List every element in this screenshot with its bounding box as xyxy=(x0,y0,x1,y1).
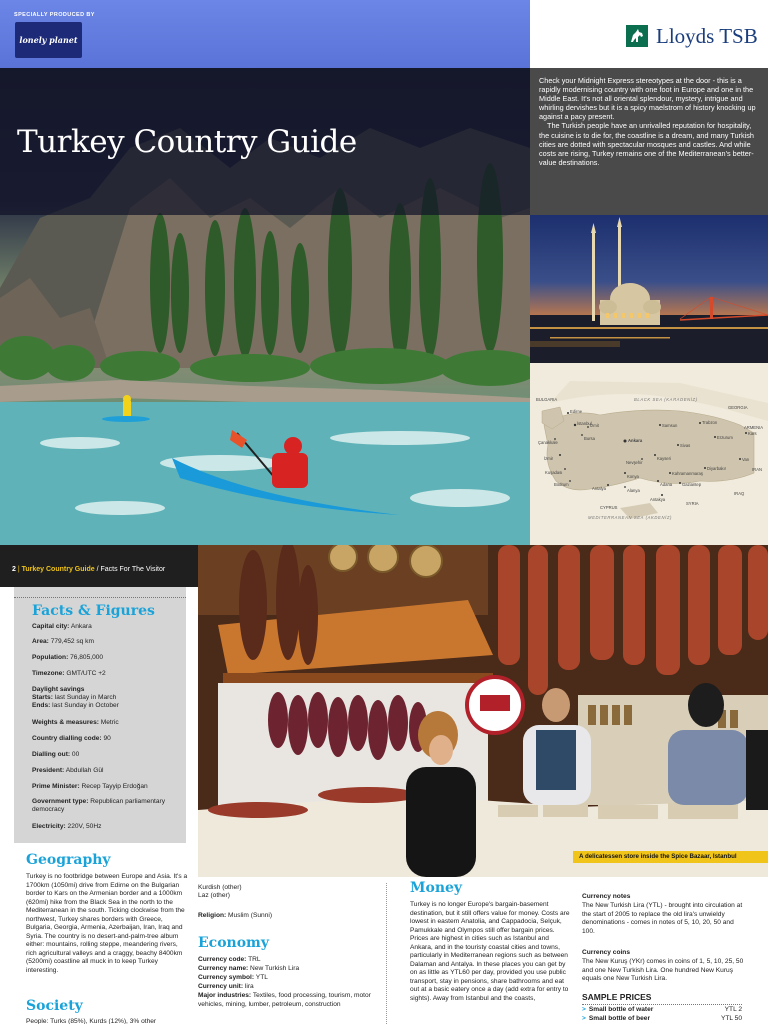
map-city-8: Ankara xyxy=(628,438,643,443)
map-city-4: Çanakkale xyxy=(538,440,558,445)
fact-electricity: Electricity: 220V, 50Hz xyxy=(32,823,102,830)
lonely-planet-logo[interactable] xyxy=(15,22,82,58)
society-kurdish: Kurdish (other) xyxy=(198,884,242,891)
map-city-13: Alanya xyxy=(627,488,640,493)
map-city-10: Nevşehir xyxy=(626,460,643,465)
page-number: 2 xyxy=(12,566,16,573)
mosque-bridge-illustration xyxy=(530,215,768,363)
map-city-23: Samsun xyxy=(662,423,678,428)
map-city-19: Diyarbakır xyxy=(707,466,727,471)
map-city-1: İstanbul xyxy=(577,421,592,426)
economy-currency-code: Currency code: TRL xyxy=(198,956,261,963)
fact-population: Population: 76,805,000 xyxy=(32,654,104,661)
sponsor-logo-area xyxy=(530,0,768,68)
breadcrumb-separator: / xyxy=(94,566,101,573)
fact-timezone: Timezone: GMT/UTC +2 xyxy=(32,670,106,677)
map-country-2: ARMENIA xyxy=(744,425,764,430)
map-country-3: IRAN xyxy=(752,467,763,472)
map-city-9: Kayseri xyxy=(657,456,671,461)
map-city-20: Kahramanmaraş xyxy=(672,471,703,476)
map-city-21: Gaziantep xyxy=(682,482,702,487)
sample-prices-divider xyxy=(582,1004,742,1005)
map-city-11: Konya xyxy=(627,474,639,479)
arrow-right-icon: > xyxy=(582,1015,586,1022)
money-heading: Money xyxy=(410,880,463,896)
society-heading: Society xyxy=(26,998,83,1014)
money-text: Turkey is no longer Europe's bargain-basement destination, but it still offers value for money. Costs are lowest in eastern Anatolia, and Cappadocia, Selçuk, Pamukkale and Olympos still offer bargain prices. Prices are highest in cities such as Istanbul and Ankara, and in the touristy coastal cities and towns, particularly in Mediterranean regions such as between Dalaman and Antalya. In these places you can get by on as little as YTL60 per day, provided you use public transport, stay in pensions, share bathrooms and eat out at a basic eatery once a day (add extra for entry to sights). Away from Istanbul and the coasts, xyxy=(410,901,570,1002)
map-city-5: İzmir xyxy=(544,456,554,461)
facts-divider xyxy=(14,597,186,598)
currency-notes-heading: Currency notes xyxy=(582,893,631,900)
society-religion: Religion: Muslim (Sunni) xyxy=(198,912,273,919)
map-city-7: Bodrum xyxy=(554,482,569,487)
map-country-4: IRAQ xyxy=(734,491,745,496)
hero-kayak-photo xyxy=(0,68,530,545)
intro-paragraph-2: The Turkish people have an unrivalled reputation for hospitality, the cuisine is to die for, the coastline is a dream, and many Turkish cities are dotted with spectacular mosques and castles. And while costs are rising, Turkey remains one of the Mediterranean's better-value destinations. xyxy=(539,121,754,167)
currency-coins-text: The New Kuruş (YKr) comes in coins of 1, 5, 10, 25, 50 and one New Turkish Lira. One hundred New Kuruş equals one New Turkish Lira. xyxy=(582,958,744,982)
map-city-15: Sivas xyxy=(680,443,691,448)
map-city-12: Antalya xyxy=(592,486,606,491)
breadcrumb-guide[interactable]: Turkey Country Guide xyxy=(21,566,95,573)
map-city-16: Trabzon xyxy=(702,420,718,425)
breadcrumb: 2 | Turkey Country Guide / Facts For The Visitor xyxy=(12,566,166,573)
map-country-5: SYRIA xyxy=(686,501,699,506)
lloyds-horse-icon xyxy=(626,25,648,47)
fact-prime-minister: Prime Minister: Recep Tayyip Erdoğan xyxy=(32,783,148,790)
map-city-18: Van xyxy=(742,457,750,462)
economy-industries: Major industries: Textiles, food processing, tourism, motor vehicles, mining, lumber, petroleum, construction xyxy=(198,992,371,1008)
sample-prices-heading: SAMPLE PRICES xyxy=(582,992,652,1002)
mosque-photo xyxy=(530,215,768,363)
society-text: People: Turks (85%), Kurds (12%), 3% other xyxy=(26,1018,157,1024)
map-city-22: Antakya xyxy=(650,497,666,502)
specially-produced-label: SPECIALLY PRODUCED BY xyxy=(14,12,95,18)
lonely-planet-logo-text: lonely planet xyxy=(19,35,78,45)
facts-title: Facts & Figures xyxy=(32,603,155,619)
society-laz: Laz (other) xyxy=(198,892,230,899)
intro-text-box xyxy=(530,68,768,215)
map-sea-south: MEDITERRANEAN SEA (AKDENİZ) xyxy=(588,515,672,520)
economy-currency-unit: Currency unit: lira xyxy=(198,983,254,990)
lloyds-tsb-logo[interactable]: Lloyds TSB xyxy=(656,24,758,48)
fact-dialling-code: Country dialling code: 90 xyxy=(32,735,111,742)
map-country-6: CYPRUS xyxy=(600,505,618,510)
geography-heading: Geography xyxy=(26,852,111,868)
photo-caption: A delicatessen store inside the Spice Bazaar, Istanbul xyxy=(573,851,768,863)
arrow-right-icon: > xyxy=(582,1006,586,1013)
fact-daylight-starts: Starts: last Sunday in March xyxy=(32,694,117,701)
map-city-6: Kuşadası xyxy=(545,470,563,475)
fact-president: President: Abdullah Gül xyxy=(32,767,104,774)
column-divider xyxy=(386,883,387,1024)
economy-currency-symbol: Currency symbol: YTL xyxy=(198,974,268,981)
fact-dialling-out: Dialling out: 00 xyxy=(32,751,80,758)
top-banner xyxy=(0,0,530,68)
page-title: Turkey Country Guide xyxy=(17,124,357,160)
map-country-0: BULGARIA xyxy=(536,397,558,402)
price-row: > Small bottle of water YTL 2 xyxy=(582,1006,742,1013)
map-city-2: İzmit xyxy=(590,423,599,428)
map-city-0: Edirne xyxy=(570,409,583,414)
intro-paragraph-1: Check your Midnight Express stereotypes at the door - this is a rapidly modernising country with one foot in Europe and one in the Middle East. It's not all oriental splendour, mystery, intrigue and whirling dervishes but it is a spicy maelstrom of history knocking up against a pacy present. xyxy=(539,76,756,122)
spice-bazaar-photo xyxy=(198,545,768,877)
fact-weights: Weights & measures: Metric xyxy=(32,719,119,726)
turkey-map[interactable] xyxy=(530,363,768,545)
price-row: > Small bottle of beer YTL 50 xyxy=(582,1015,742,1022)
fact-capital: Capital city: Ankara xyxy=(32,623,92,630)
economy-heading: Economy xyxy=(198,935,269,951)
fact-daylight: Daylight savings xyxy=(32,686,85,693)
currency-coins-heading: Currency coins xyxy=(582,949,631,956)
map-city-24: Kars xyxy=(748,431,757,436)
map-city-14: Adana xyxy=(660,482,673,487)
currency-notes-text: The New Turkish Lira (YTL) - brought into circulation at the start of 2005 to replace the old lira's unwieldy denominations - comes in notes of 5, 10, 20, 50 and 100. xyxy=(582,902,743,935)
map-sea-north: BLACK SEA (KARADENİZ) xyxy=(634,397,698,402)
delicatessen-illustration xyxy=(198,545,768,877)
map-country-1: GEORGIA xyxy=(728,405,748,410)
fact-area: Area: 779,452 sq km xyxy=(32,638,94,645)
economy-currency-name: Currency name: New Turkish Lira xyxy=(198,965,300,972)
map-city-3: Bursa xyxy=(584,436,595,441)
geography-text: Turkey is no footbridge between Europe and Asia. It's a 1700km (1050mi) drive from Edirne on the Bulgarian border to Kars on the Armenian border and a 1000km (620mi) hike from the Black Sea in the north to the Mediterranean in the south. Ticking clockwise from the northwest, Turkey shares borders with Greece, Bulgaria, Georgia, Armenia, Azerbaijan, Iran, Iraq and Syria. The country is no desert-and-palm-tree album either: mountains, rolling steppe, meandering rivers, rich agricultural valleys and a craggy, beachy 8400km (5200mi) coastline all muck in to keep Turkey interesting. xyxy=(26,873,188,974)
map-city-17: Erzurum xyxy=(717,435,733,440)
breadcrumb-section[interactable]: Facts For The Visitor xyxy=(100,566,166,573)
fact-government: Government type: Republican parliamentary democracy xyxy=(32,798,166,814)
facts-and-figures-box xyxy=(14,587,186,843)
fact-daylight-ends: Ends: last Sunday in October xyxy=(32,702,119,709)
